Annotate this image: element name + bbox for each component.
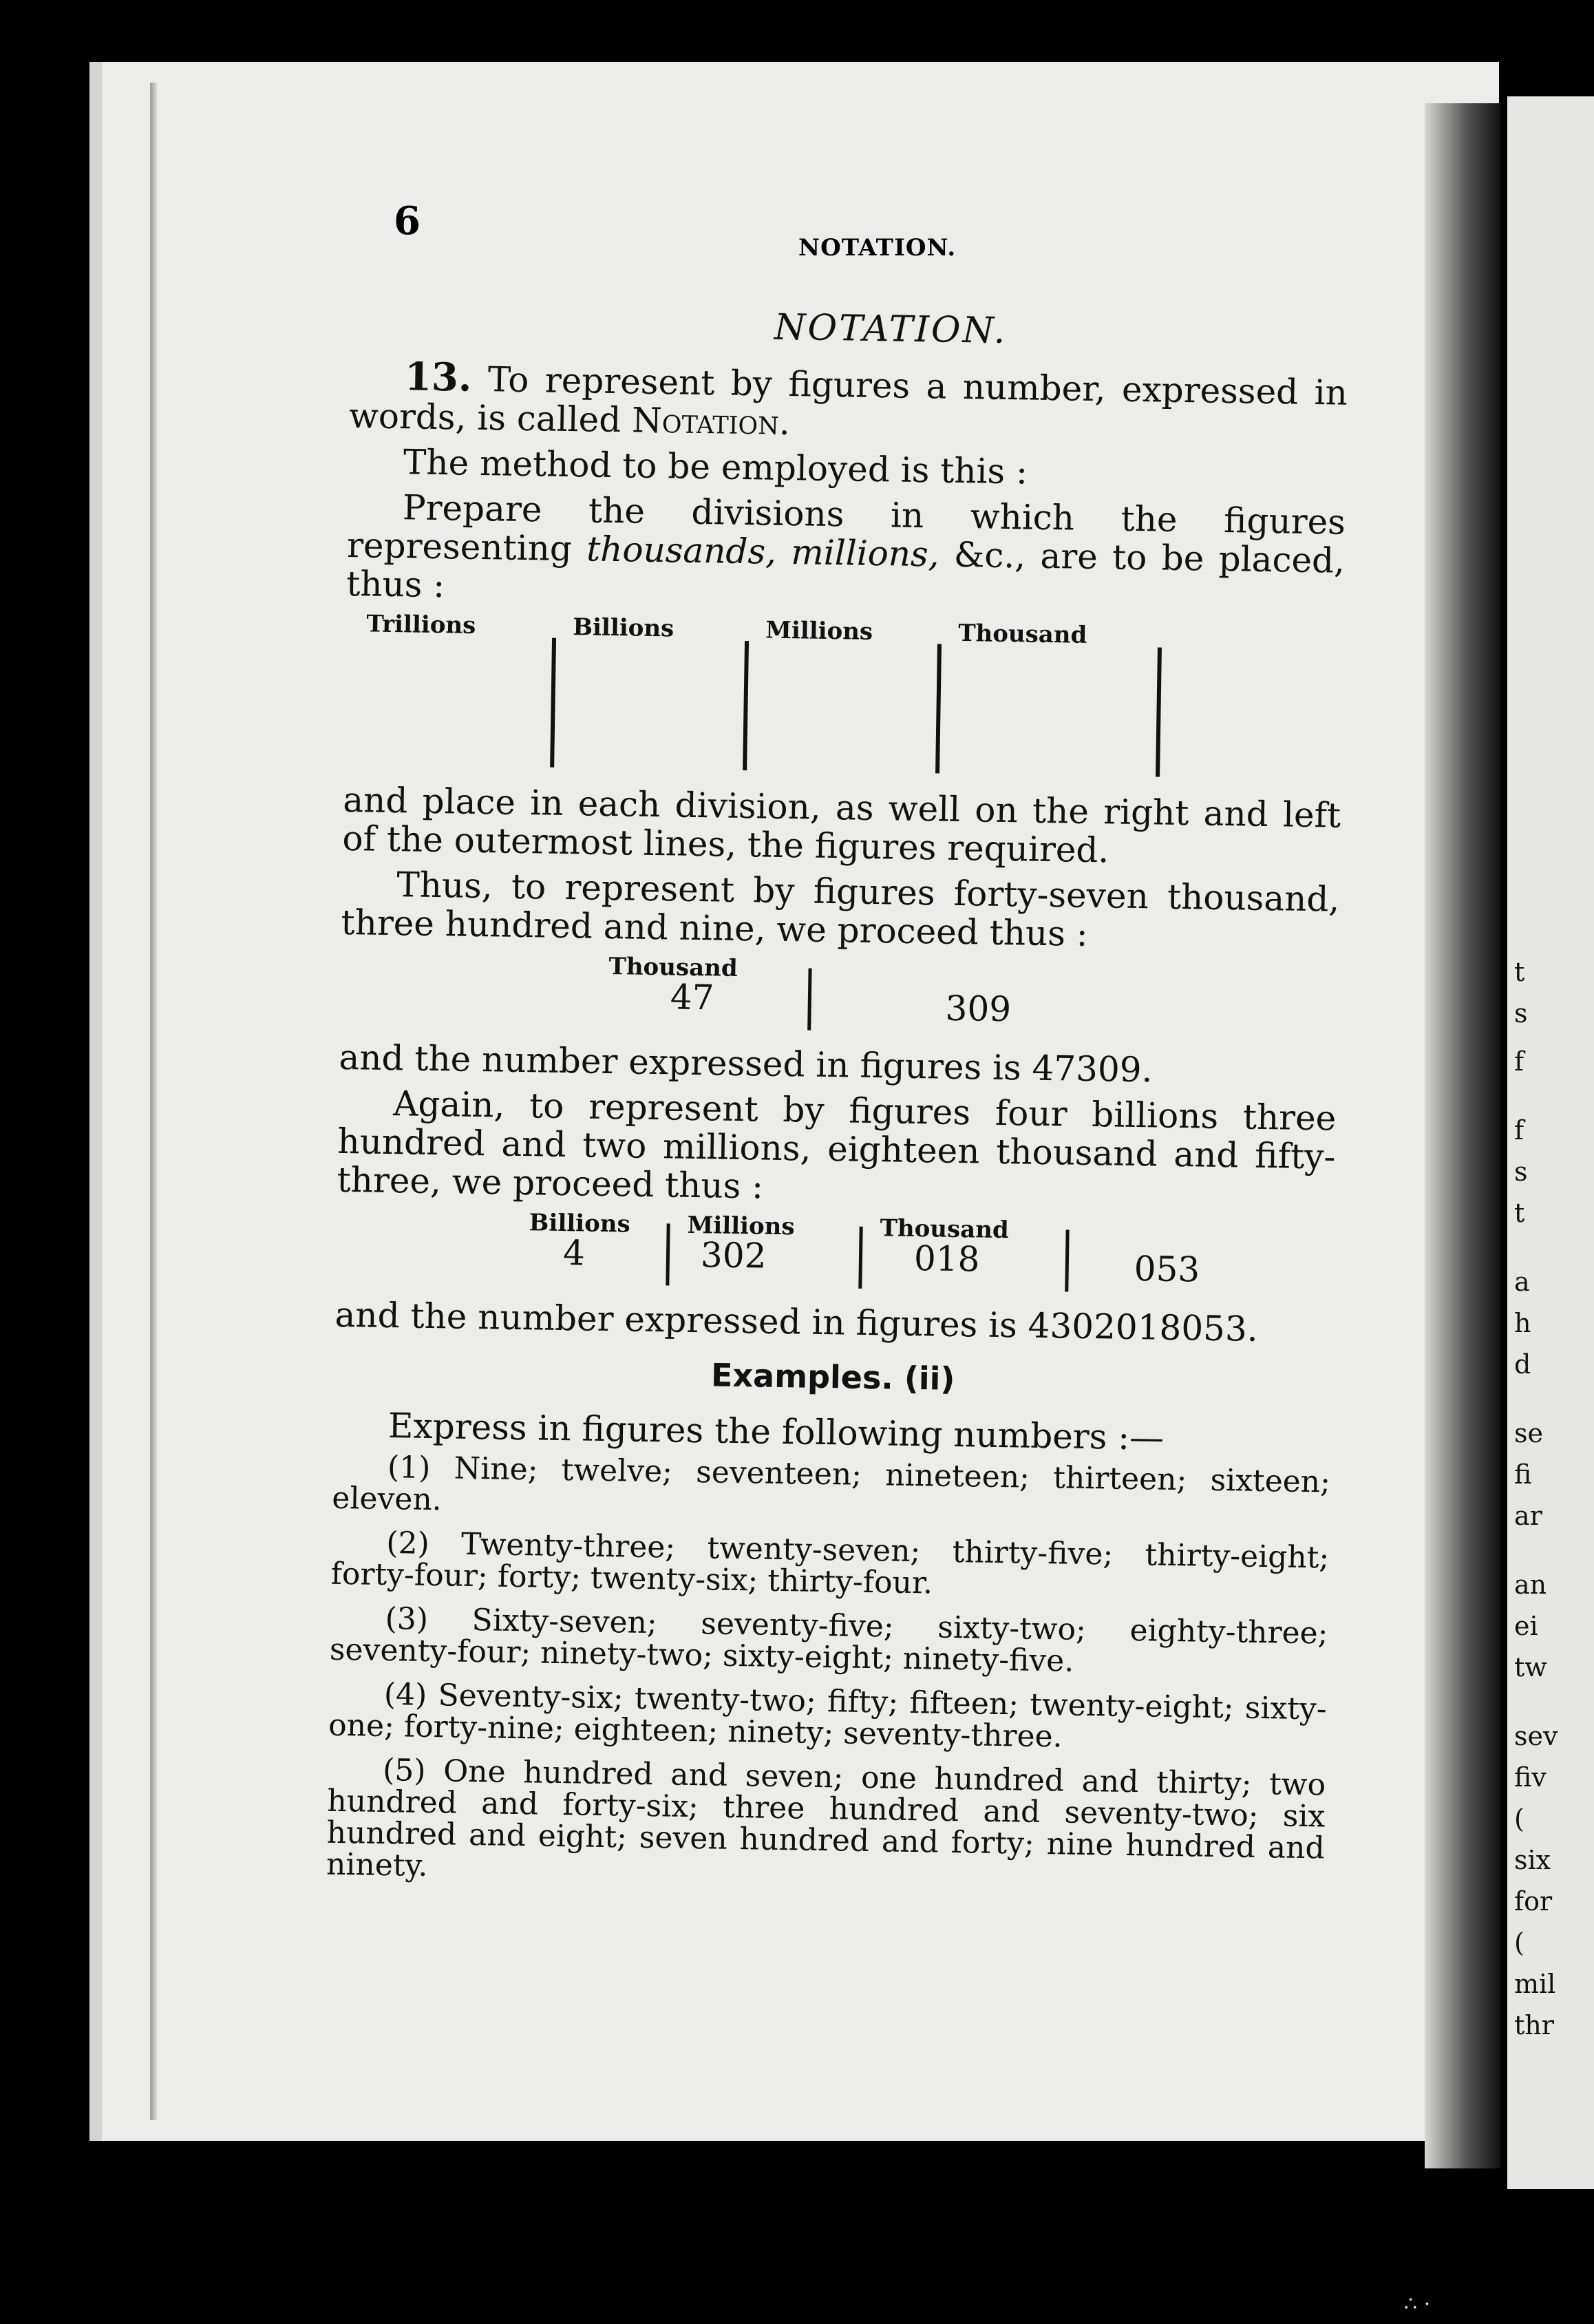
division-line	[550, 638, 556, 768]
prepare-end: &c., are to be placed, thus :	[346, 534, 1346, 606]
example-line	[807, 969, 811, 1031]
exercise-item: (5) One hundred and seven; one hundred and thirty; two hundred and forty-six; three hundred and seventy-two; six hundred and eight; seven hundred and forty; nine hundred and ninety.	[326, 1752, 1326, 1884]
term-notation: Notation	[631, 400, 780, 443]
example-value: 302	[700, 1235, 767, 1276]
prepare-italic: thousands, millions,	[586, 529, 940, 575]
paragraph-result-two: and the number expressed in figures is 4302018053.	[334, 1294, 1259, 1349]
exercise-item: (1) Nine; twelve; seventeen; nineteen; thirteen; sixteen; eleven.	[332, 1450, 1331, 1518]
example-value: 47	[670, 977, 714, 1018]
next-page-fragment: t	[1514, 1198, 1525, 1228]
page-number: 6	[394, 198, 421, 244]
next-page-fragment: ar	[1514, 1501, 1542, 1531]
example-one-diagram	[339, 949, 1339, 1047]
division-label: Millions	[765, 616, 873, 646]
example-value: 4	[562, 1233, 586, 1274]
example-label: Billions	[529, 1209, 630, 1238]
next-page-fragment: d	[1514, 1349, 1531, 1380]
division-label: Thousand	[957, 619, 1087, 649]
example-two-diagram	[335, 1206, 1335, 1304]
exercise-item: (3) Sixty-seven; seventy-five; sixty-two; eighty-three; seventy-four; ninety-two; sixty-eight; ninety-five.	[329, 1601, 1328, 1679]
paragraph-definition	[348, 354, 1348, 451]
next-page-fragment: (	[1514, 1804, 1524, 1834]
next-page-fragment: s	[1514, 998, 1528, 1028]
page-body	[326, 289, 1348, 1908]
article-number: 13.	[404, 354, 472, 401]
next-page-fragment: mil	[1514, 1969, 1556, 1999]
next-page-fragment: f	[1514, 1115, 1524, 1145]
paragraph-prepare	[346, 487, 1346, 619]
next-page-fragment: a	[1514, 1267, 1530, 1297]
next-page-fragment: tw	[1514, 1652, 1547, 1682]
example-label: Millions	[687, 1211, 795, 1241]
next-page-fragment: h	[1514, 1308, 1531, 1338]
next-page-fragment: thr	[1514, 2010, 1554, 2040]
next-page-fragment: f	[1514, 1046, 1524, 1077]
next-page-fragment: ei	[1514, 1611, 1538, 1641]
division-line	[1156, 647, 1162, 777]
division-label: Trillions	[366, 610, 476, 640]
division-label: Billions	[573, 613, 674, 643]
exercise-list	[326, 1451, 1331, 1897]
running-head: NOTATION.	[798, 234, 957, 262]
page-binding-edge	[150, 83, 157, 2120]
example-line	[858, 1227, 862, 1289]
section-title: NOTATION.	[774, 306, 1008, 352]
paragraph-place: and place in each division, as well on the right and left of the outermost lines, the figures required.	[342, 779, 1341, 871]
next-page-fragment: sev	[1514, 1721, 1558, 1751]
exercise-item: (4) Seventy-six; twenty-two; fifty; fifteen; twenty-eight; sixty-one; forty-nine; eighteen; ninety; seventy-three.	[328, 1677, 1328, 1755]
paragraph-method: The method to be employed is this :	[403, 442, 1028, 492]
next-page-fragment: t	[1514, 957, 1525, 987]
example-line	[666, 1223, 670, 1285]
scan-speckle: ∴ ·	[1404, 2292, 1431, 2316]
paragraph-example-one-intro: Thus, to represent by figures forty-seven thousand, three hundred and nine, we proceed thus :	[341, 865, 1340, 954]
definition-text: To represent by figures a number, expressed in words, is called	[348, 359, 1348, 441]
division-line	[935, 644, 942, 773]
prepare-text: Prepare the divisions in which the figures representing	[346, 487, 1346, 569]
examples-intro: Express in figures the following numbers :—	[387, 1406, 1165, 1458]
examples-heading: Examples. (ii)	[710, 1356, 955, 1397]
next-page-fragment: for	[1514, 1886, 1553, 1916]
next-page-fragment: six	[1514, 1845, 1551, 1875]
paragraph-result-one: and the number expressed in figures is 47309.	[339, 1037, 1153, 1090]
next-page-fragment: se	[1514, 1418, 1543, 1448]
gutter-shadow	[1425, 103, 1500, 2168]
division-diagram	[343, 610, 1343, 784]
definition-end: .	[778, 402, 791, 443]
next-page-fragment: an	[1514, 1570, 1547, 1600]
example-value: 053	[1134, 1249, 1200, 1290]
next-page-fragment: fi	[1514, 1459, 1532, 1490]
example-line	[1065, 1229, 1069, 1291]
example-label: Thousand	[608, 953, 738, 982]
next-page-fragment: s	[1514, 1156, 1528, 1187]
next-page-fragment: fiv	[1514, 1762, 1547, 1793]
next-page-fragment: (	[1514, 1927, 1524, 1958]
paragraph-example-two-intro: Again, to represent by figures four billions three hundred and two millions, eighteen thousand and fifty-three, we proceed thus :	[337, 1084, 1337, 1207]
exercise-item: (2) Twenty-three; twenty-seven; thirty-five; thirty-eight; forty-four; forty; twenty-six; thirty-four.	[330, 1525, 1330, 1601]
example-value: 309	[945, 988, 1012, 1030]
example-label: Thousand	[880, 1214, 1010, 1245]
division-line	[743, 641, 749, 770]
example-value: 018	[913, 1238, 980, 1280]
